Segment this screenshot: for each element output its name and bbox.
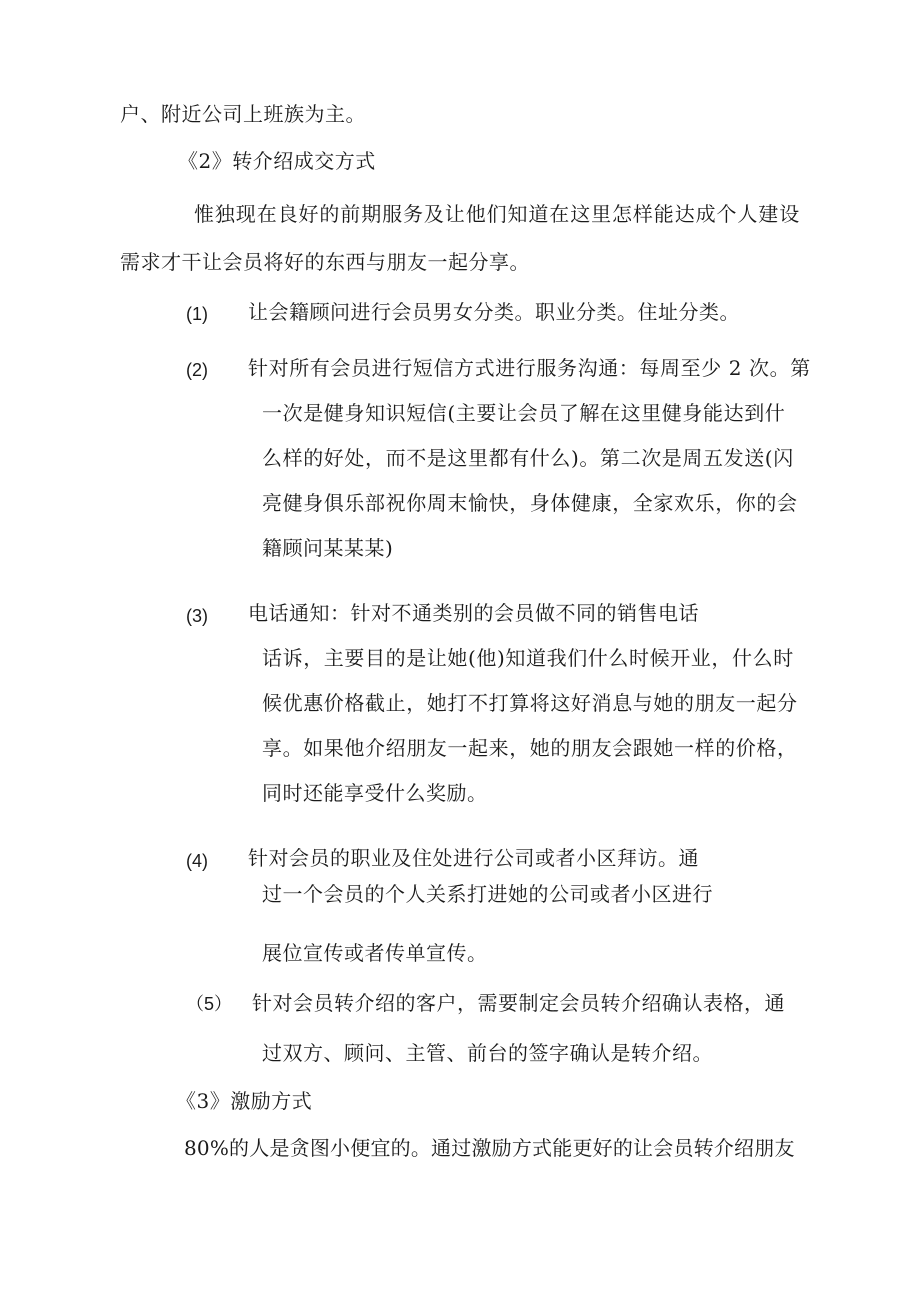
- list-item-line: 享。如果他介绍朋友一起来，她的朋友会跟她一样的价格，: [262, 736, 798, 760]
- section-2-paragraph-line-2: 需求才干让会员将好的东西与朋友一起分享。: [120, 250, 530, 274]
- section-3-heading: 《3》激励方式: [176, 1089, 313, 1113]
- list-item-line: 电话通知：针对不通类别的会员做不同的销售电话: [248, 601, 699, 625]
- list-item-number: (2): [186, 360, 208, 380]
- list-item-number: (3): [186, 606, 208, 626]
- list-item-number: (4): [186, 851, 208, 871]
- list-item-line: 话诉，主要目的是让她(他)知道我们什么时候开业，什么时: [262, 646, 794, 670]
- list-item-line: 么样的好处，而不是这里都有什么)。第二次是周五发送(闪: [262, 446, 794, 470]
- list-item-line: 展位宣传或者传单宣传。: [262, 941, 488, 965]
- list-item-line: 过一个会员的个人关系打进她的公司或者小区进行: [262, 882, 713, 906]
- list-item-line: 过双方、顾问、主管、前台的签字确认是转介绍。: [262, 1041, 713, 1065]
- list-item-line: 针对会员的职业及住处进行公司或者小区拜访。通: [248, 846, 699, 870]
- list-item-line: 针对所有会员进行短信方式进行服务沟通：每周至少 2 次。第: [248, 356, 811, 380]
- section-3-paragraph-line: 80%的人是贪图小便宜的。通过激励方式能更好的让会员转介绍朋友: [184, 1136, 795, 1160]
- list-item-line: 让会籍顾问进行会员男女分类。职业分类。住址分类。: [248, 300, 740, 324]
- section-2-paragraph-line-1: 惟独现在良好的前期服务及让他们知道在这里怎样能达成个人建设: [194, 202, 801, 226]
- list-item-line: 针对会员转介绍的客户，需要制定会员转介绍确认表格，通: [252, 991, 785, 1015]
- list-item-line: 籍顾问某某某): [262, 536, 394, 560]
- list-item-number: (1): [186, 304, 208, 324]
- intro-tail-line: 户、附近公司上班族为主。: [120, 102, 366, 126]
- list-item-number: （5）: [186, 994, 233, 1014]
- list-item-line: 一次是健身知识短信(主要让会员了解在这里健身能达到什: [262, 401, 786, 425]
- list-item-line: 同时还能享受什么奖励。: [262, 781, 488, 805]
- list-item-line: 候优惠价格截止，她打不打算将这好消息与她的朋友一起分: [262, 691, 798, 715]
- list-item-line: 亮健身俱乐部祝你周末愉快，身体健康，全家欢乐，你的会: [262, 491, 798, 515]
- section-2-heading: 《2》转介绍成交方式: [178, 149, 376, 173]
